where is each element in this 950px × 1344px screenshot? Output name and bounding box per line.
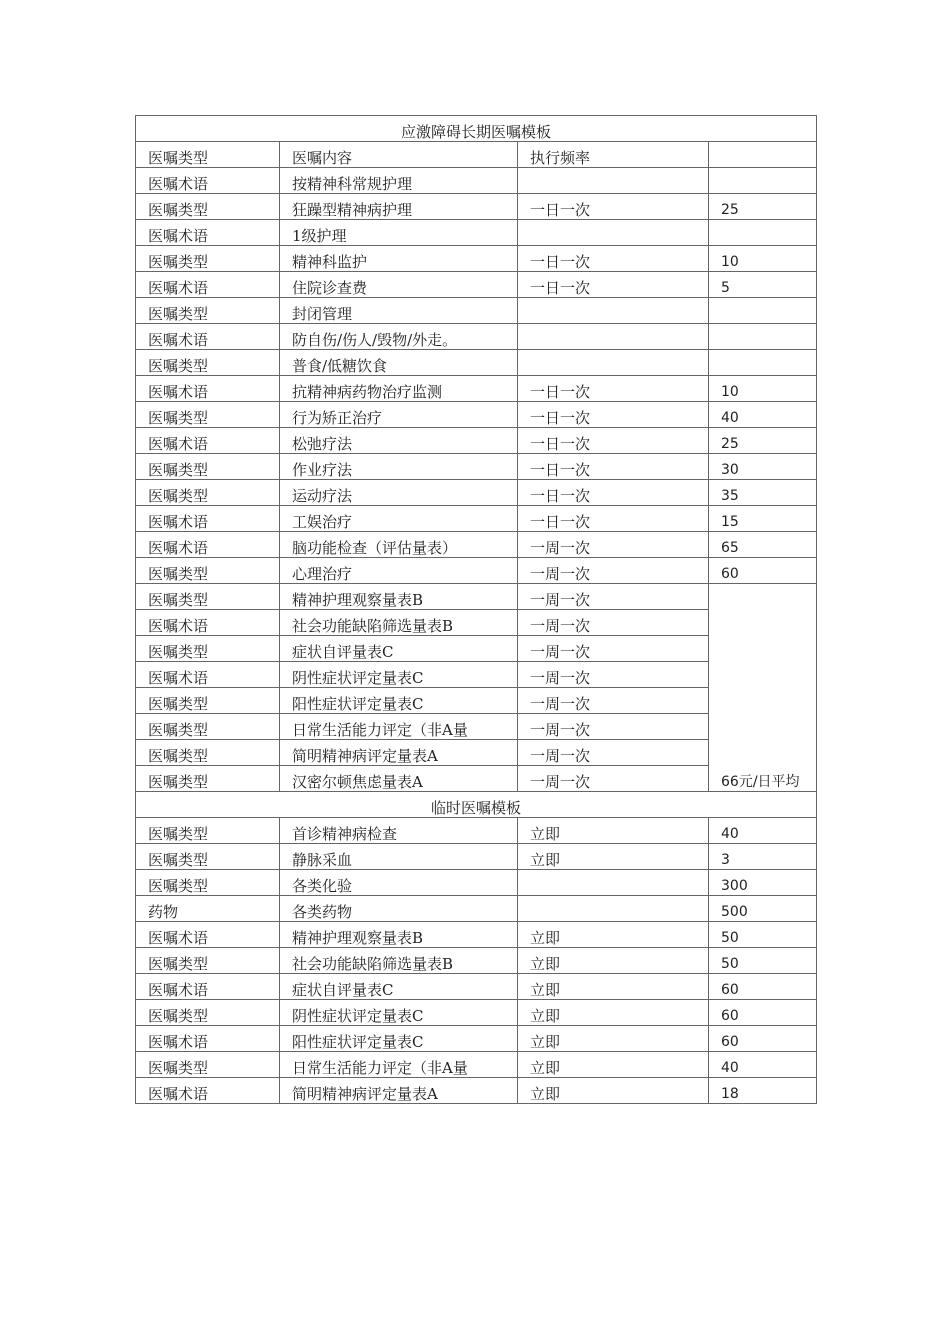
price-cell: 60 [709, 558, 817, 584]
order-content-cell: 精神护理观察量表B [280, 922, 518, 948]
price-cell: 60 [709, 974, 817, 1000]
table-row [136, 168, 817, 194]
order-type-cell: 医嘱类型 [136, 714, 280, 740]
order-content-cell: 各类化验 [280, 870, 518, 896]
order-content-cell: 松弛疗法 [280, 428, 518, 454]
table-row [136, 922, 817, 948]
temporary-title: 临时医嘱模板 [136, 792, 817, 818]
order-type-cell: 医嘱类型 [136, 766, 280, 792]
order-type-cell: 医嘱类型 [136, 558, 280, 584]
frequency-cell: 一周一次 [518, 558, 709, 584]
price-cell: 40 [709, 1052, 817, 1078]
price-cell [709, 168, 817, 194]
scale-row [136, 584, 817, 610]
frequency-cell [518, 870, 709, 896]
order-type-cell: 医嘱术语 [136, 1078, 280, 1104]
frequency-cell: 一周一次 [518, 636, 709, 662]
table-row [136, 324, 817, 350]
table-row [136, 870, 817, 896]
table-row [136, 194, 817, 220]
table-row [136, 454, 817, 480]
table-row [136, 532, 817, 558]
frequency-cell: 立即 [518, 818, 709, 844]
table-row [136, 376, 817, 402]
order-content-cell: 1级护理 [280, 220, 518, 246]
table-row [136, 402, 817, 428]
price-cell: 5 [709, 272, 817, 298]
order-type-cell: 医嘱术语 [136, 272, 280, 298]
order-type-cell: 医嘱类型 [136, 584, 280, 610]
price-cell: 15 [709, 506, 817, 532]
order-content-cell: 静脉采血 [280, 844, 518, 870]
order-type-cell: 医嘱类型 [136, 298, 280, 324]
price-cell: 50 [709, 948, 817, 974]
order-type-cell: 医嘱类型 [136, 454, 280, 480]
table-row [136, 818, 817, 844]
table-row [136, 1078, 817, 1104]
frequency-cell: 一周一次 [518, 740, 709, 766]
order-content-cell: 精神护理观察量表B [280, 584, 518, 610]
header-price [709, 142, 817, 168]
order-content-cell: 阳性症状评定量表C [280, 1026, 518, 1052]
order-type-cell: 医嘱类型 [136, 688, 280, 714]
order-content-cell: 住院诊查费 [280, 272, 518, 298]
table-row [136, 350, 817, 376]
order-type-cell: 医嘱术语 [136, 506, 280, 532]
price-cell: 40 [709, 818, 817, 844]
frequency-cell [518, 350, 709, 376]
order-type-cell: 医嘱术语 [136, 532, 280, 558]
order-content-cell: 首诊精神病检查 [280, 818, 518, 844]
frequency-cell: 一日一次 [518, 428, 709, 454]
column-header-row [136, 142, 817, 168]
scale-price-cell: 66元/日平均 [709, 584, 817, 792]
order-type-cell: 医嘱类型 [136, 818, 280, 844]
table-row [136, 896, 817, 922]
order-content-cell: 作业疗法 [280, 454, 518, 480]
price-cell: 18 [709, 1078, 817, 1104]
order-content-cell: 运动疗法 [280, 480, 518, 506]
medical-order-template-table [135, 115, 817, 1104]
order-type-cell: 医嘱类型 [136, 350, 280, 376]
order-type-cell: 医嘱类型 [136, 1052, 280, 1078]
order-type-cell: 医嘱类型 [136, 844, 280, 870]
frequency-cell [518, 220, 709, 246]
table-row [136, 220, 817, 246]
order-type-cell: 医嘱术语 [136, 610, 280, 636]
long-term-section-header [136, 116, 817, 142]
order-content-cell: 按精神科常规护理 [280, 168, 518, 194]
price-cell: 500 [709, 896, 817, 922]
order-content-cell: 阴性症状评定量表C [280, 1000, 518, 1026]
table-row [136, 246, 817, 272]
price-cell [709, 220, 817, 246]
price-cell: 10 [709, 376, 817, 402]
table-row [136, 272, 817, 298]
frequency-cell: 一日一次 [518, 402, 709, 428]
price-cell: 60 [709, 1000, 817, 1026]
order-content-cell: 封闭管理 [280, 298, 518, 324]
price-cell: 35 [709, 480, 817, 506]
frequency-cell: 一周一次 [518, 662, 709, 688]
order-type-cell: 医嘱类型 [136, 870, 280, 896]
order-content-cell: 精神科监护 [280, 246, 518, 272]
frequency-cell: 一日一次 [518, 194, 709, 220]
order-content-cell: 阴性症状评定量表C [280, 662, 518, 688]
table-body [136, 116, 817, 1104]
frequency-cell: 一周一次 [518, 766, 709, 792]
price-cell: 50 [709, 922, 817, 948]
order-type-cell: 医嘱术语 [136, 220, 280, 246]
price-cell [709, 324, 817, 350]
frequency-cell: 立即 [518, 1078, 709, 1104]
order-type-cell: 医嘱术语 [136, 974, 280, 1000]
order-content-cell: 心理治疗 [280, 558, 518, 584]
frequency-cell: 立即 [518, 1052, 709, 1078]
price-cell: 300 [709, 870, 817, 896]
order-content-cell: 简明精神病评定量表A [280, 1078, 518, 1104]
header-frequency: 执行频率 [518, 142, 709, 168]
table-row [136, 480, 817, 506]
price-cell: 65 [709, 532, 817, 558]
price-cell [709, 298, 817, 324]
order-content-cell: 日常生活能力评定（非A量 [280, 1052, 518, 1078]
order-content-cell: 日常生活能力评定（非A量 [280, 714, 518, 740]
frequency-cell: 一日一次 [518, 506, 709, 532]
table-row [136, 428, 817, 454]
order-content-cell: 汉密尔顿焦虑量表A [280, 766, 518, 792]
price-cell: 25 [709, 428, 817, 454]
order-type-cell: 药物 [136, 896, 280, 922]
order-type-cell: 医嘱类型 [136, 740, 280, 766]
price-cell: 25 [709, 194, 817, 220]
order-type-cell: 医嘱术语 [136, 376, 280, 402]
header-order-content: 医嘱内容 [280, 142, 518, 168]
frequency-cell: 立即 [518, 1026, 709, 1052]
frequency-cell: 一周一次 [518, 688, 709, 714]
price-cell [709, 350, 817, 376]
frequency-cell: 一日一次 [518, 376, 709, 402]
frequency-cell: 立即 [518, 844, 709, 870]
table-row [136, 558, 817, 584]
frequency-cell: 一日一次 [518, 246, 709, 272]
frequency-cell: 立即 [518, 974, 709, 1000]
temporary-section-header [136, 792, 817, 818]
frequency-cell: 一日一次 [518, 480, 709, 506]
frequency-cell: 立即 [518, 948, 709, 974]
frequency-cell: 立即 [518, 922, 709, 948]
frequency-cell: 一周一次 [518, 610, 709, 636]
frequency-cell: 一日一次 [518, 454, 709, 480]
table-row [136, 1000, 817, 1026]
table-row [136, 974, 817, 1000]
frequency-cell: 一周一次 [518, 532, 709, 558]
order-content-cell: 各类药物 [280, 896, 518, 922]
frequency-cell [518, 896, 709, 922]
long-term-title: 应激障碍长期医嘱模板 [136, 116, 817, 142]
frequency-cell [518, 324, 709, 350]
table-row [136, 298, 817, 324]
table-row [136, 1026, 817, 1052]
order-content-cell: 症状自评量表C [280, 636, 518, 662]
order-content-cell: 行为矫正治疗 [280, 402, 518, 428]
price-cell: 10 [709, 246, 817, 272]
order-type-cell: 医嘱术语 [136, 1026, 280, 1052]
header-order-type: 医嘱类型 [136, 142, 280, 168]
order-type-cell: 医嘱术语 [136, 428, 280, 454]
order-type-cell: 医嘱类型 [136, 246, 280, 272]
order-content-cell: 狂躁型精神病护理 [280, 194, 518, 220]
table-row [136, 506, 817, 532]
order-type-cell: 医嘱类型 [136, 948, 280, 974]
price-cell: 60 [709, 1026, 817, 1052]
order-type-cell: 医嘱术语 [136, 662, 280, 688]
table-row [136, 844, 817, 870]
frequency-cell [518, 168, 709, 194]
frequency-cell: 一周一次 [518, 714, 709, 740]
order-type-cell: 医嘱类型 [136, 402, 280, 428]
frequency-cell [518, 298, 709, 324]
order-content-cell: 社会功能缺陷筛选量表B [280, 948, 518, 974]
order-type-cell: 医嘱类型 [136, 194, 280, 220]
frequency-cell: 一周一次 [518, 584, 709, 610]
table-row [136, 1052, 817, 1078]
order-content-cell: 工娱治疗 [280, 506, 518, 532]
order-content-cell: 脑功能检查（评估量表） [280, 532, 518, 558]
price-cell: 30 [709, 454, 817, 480]
price-cell: 3 [709, 844, 817, 870]
order-type-cell: 医嘱术语 [136, 324, 280, 350]
order-type-cell: 医嘱术语 [136, 168, 280, 194]
frequency-cell: 立即 [518, 1000, 709, 1026]
order-type-cell: 医嘱类型 [136, 1000, 280, 1026]
order-type-cell: 医嘱类型 [136, 480, 280, 506]
order-content-cell: 简明精神病评定量表A [280, 740, 518, 766]
order-type-cell: 医嘱术语 [136, 922, 280, 948]
frequency-cell: 一日一次 [518, 272, 709, 298]
table-row [136, 948, 817, 974]
order-type-cell: 医嘱类型 [136, 636, 280, 662]
price-cell: 40 [709, 402, 817, 428]
order-content-cell: 社会功能缺陷筛选量表B [280, 610, 518, 636]
order-content-cell: 阳性症状评定量表C [280, 688, 518, 714]
order-content-cell: 抗精神病药物治疗监测 [280, 376, 518, 402]
order-content-cell: 防自伤/伤人/毁物/外走。 [280, 324, 518, 350]
order-content-cell: 症状自评量表C [280, 974, 518, 1000]
order-content-cell: 普食/低糖饮食 [280, 350, 518, 376]
